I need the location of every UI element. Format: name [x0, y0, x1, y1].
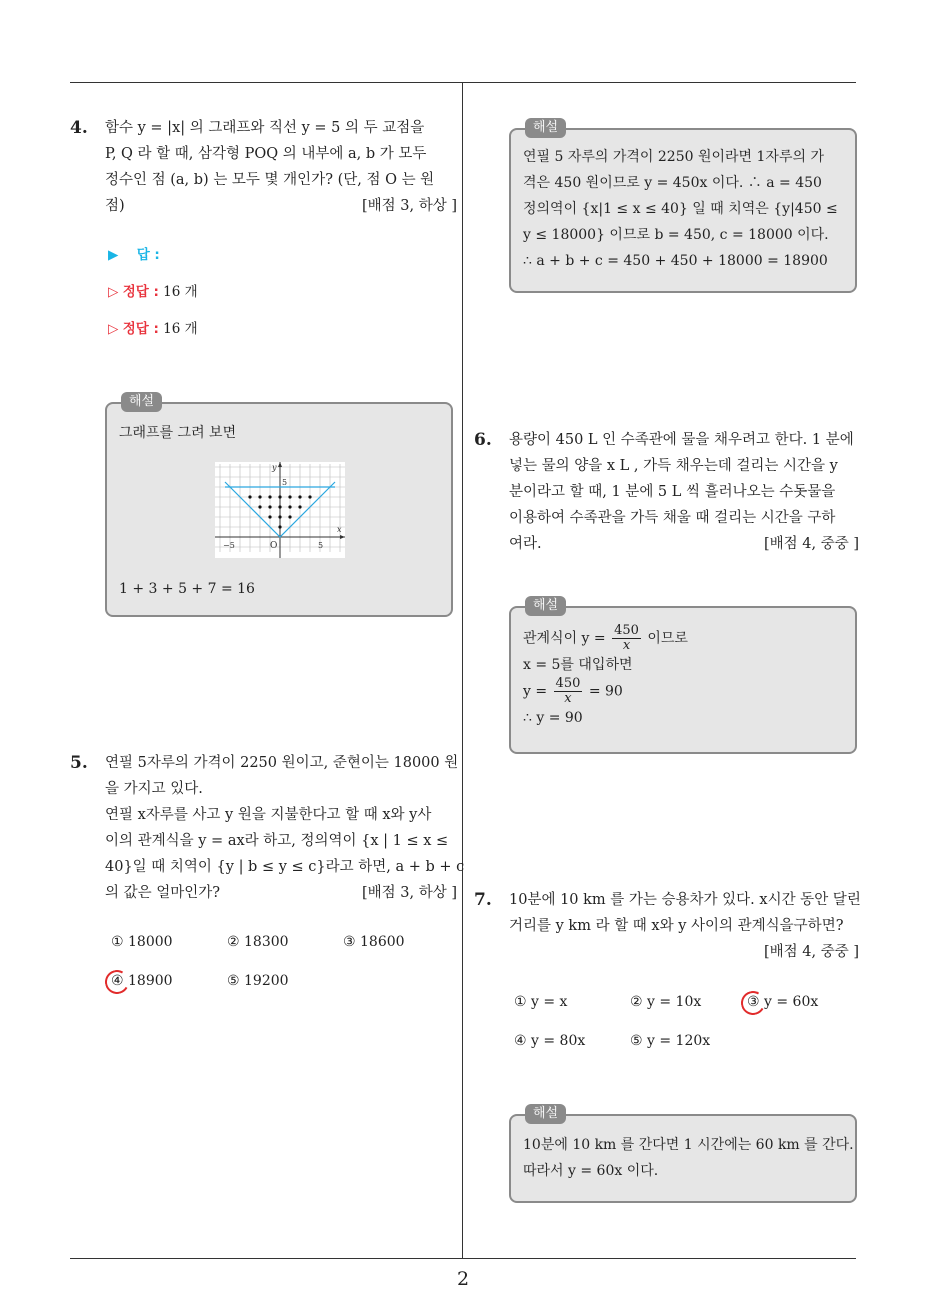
solution-text: 관계식이 y =: [523, 630, 606, 647]
question-text: 40}일 때 치역이 {y | b ≤ y ≤ c}라고 하면, a + b + c: [105, 859, 465, 875]
column-divider: [462, 82, 463, 1258]
question-text: 분이라고 할 때, 1 분에 5 L 씩 흘러나오는 수돗물을: [509, 484, 836, 500]
question-text: 을 가지고 있다.: [105, 781, 203, 797]
question-text: 거리를 y km 라 할 때 x와 y 사이의 관계식을구하면?: [509, 918, 844, 934]
graph-x-label: x: [337, 525, 342, 534]
solution-tag: 해설: [525, 596, 566, 616]
solution-text: y =: [523, 683, 548, 700]
correct-label: 정답 :: [122, 284, 159, 300]
solution-box-6: [509, 598, 857, 754]
choice-4[interactable]: ④ 18900: [111, 973, 173, 989]
graph-y-label: y: [272, 463, 277, 472]
graph-tick-label: 5: [318, 541, 324, 550]
correct-label: 정답 :: [122, 321, 159, 337]
fraction-denominator: x: [622, 638, 631, 653]
question-text: 의 값은 얼마인가?: [105, 885, 221, 901]
score-label: [배점 4, 중중 ]: [763, 944, 859, 960]
question-text: 함수 y = |x| 의 그래프와 직선 y = 5 의 두 교점을: [105, 120, 425, 136]
correct-value: 16 개: [163, 321, 198, 337]
solution-box-4: [105, 394, 453, 617]
abs-value-graph: [215, 462, 345, 558]
solution-text: 이므로: [647, 630, 688, 647]
question-number: 6.: [474, 430, 492, 450]
question-text: 연필 x자루를 사고 y 원을 지불한다고 할 때 x와 y사: [105, 807, 432, 823]
score-label: [배점 3, 하상 ]: [361, 885, 457, 901]
selected-answer-circle: [102, 967, 131, 996]
question-text: 이의 관계식을 y = ax라 하고, 정의역이 {x | 1 ≤ x ≤: [105, 833, 449, 849]
question-text: 여라.: [509, 536, 542, 552]
solution-text: ∴ a + b + c = 450 + 450 + 18000 = 18900: [523, 253, 828, 269]
solution-box-7: [509, 1106, 857, 1203]
choice-2[interactable]: ② 18300: [227, 934, 289, 950]
bottom-rule: [70, 1258, 856, 1259]
question-text: 이용하여 수족관을 가득 채울 때 걸리는 시간을 구하: [509, 510, 836, 526]
arrow-right-icon: ▶: [108, 247, 119, 263]
question-number: 4.: [70, 118, 88, 138]
solution-tag: 해설: [121, 392, 162, 412]
solution-text: 연필 5 자루의 가격이 2250 원이라면 1자루의 가: [523, 149, 824, 165]
answer-label: 답 :: [136, 247, 160, 263]
choice-3[interactable]: ③ y = 60x: [747, 994, 819, 1010]
graph-tick-label: 5: [282, 478, 288, 487]
fraction-numerator: 450: [555, 676, 581, 691]
choice-4[interactable]: ④ y = 80x: [514, 1033, 586, 1049]
page-number: 2: [456, 1268, 470, 1290]
solution-text: 그래프를 그려 보면: [119, 425, 237, 441]
triangle-outline-icon: ▷: [108, 321, 119, 337]
question-number: 7.: [474, 890, 492, 910]
choice-5[interactable]: ⑤ 19200: [227, 973, 289, 989]
solution-text: 10분에 10 km 를 간다면 1 시간에는 60 km 를 간다.: [523, 1137, 854, 1153]
question-text: 10분에 10 km 를 가는 승용차가 있다. x시간 동안 달린: [509, 892, 861, 908]
solution-text: 정의역이 {x|1 ≤ x ≤ 40} 일 때 치역은 {y|450 ≤: [523, 201, 838, 217]
question-text: P, Q 라 할 때, 삼각형 POQ 의 내부에 a, b 가 모두: [105, 146, 427, 162]
solution-text: y ≤ 18000} 이므로 b = 450, c = 18000 이다.: [523, 227, 829, 243]
solution-tag: 해설: [525, 118, 566, 138]
triangle-outline-icon: ▷: [108, 284, 119, 300]
choice-1[interactable]: ① y = x: [514, 994, 568, 1010]
choice-3[interactable]: ③ 18600: [343, 934, 405, 950]
choice-5[interactable]: ⑤ y = 120x: [630, 1033, 711, 1049]
solution-text: ∴ y = 90: [523, 710, 583, 726]
solution-text: 격은 450 원이므로 y = 450x 이다. ∴ a = 450: [523, 175, 822, 191]
solution-text: 따라서 y = 60x 이다.: [523, 1163, 659, 1179]
graph-origin-label: O: [270, 541, 278, 551]
fraction-numerator: 450: [614, 623, 639, 638]
solution-box-5: [509, 120, 857, 293]
score-label: [배점 4, 중중 ]: [763, 536, 859, 552]
correct-answer-row: [108, 280, 198, 300]
question-text: 정수인 점 (a, b) 는 모두 몇 개인가? (단, 점 O 는 원: [105, 172, 435, 188]
question-text: 점): [105, 198, 125, 214]
solution-text: = 90: [588, 683, 623, 700]
solution-tag: 해설: [525, 1104, 566, 1124]
top-rule: [70, 82, 856, 83]
question-text: 넣는 물의 양을 x L , 가득 채우는데 걸리는 시간을 y: [509, 458, 838, 474]
correct-value: 16 개: [163, 284, 198, 300]
choice-2[interactable]: ② y = 10x: [630, 994, 702, 1010]
solution-text: x = 5를 대입하면: [523, 657, 633, 673]
fraction: [554, 677, 583, 706]
score-label: [배점 3, 하상 ]: [361, 198, 457, 214]
question-text: 연필 5자루의 가격이 2250 원이고, 준현이는 18000 원: [105, 755, 459, 771]
choice-1[interactable]: ① 18000: [111, 934, 173, 950]
selected-answer-circle: [738, 988, 767, 1017]
fraction: [612, 624, 641, 653]
graph-tick-label: −5: [223, 541, 235, 550]
answer-row: [108, 243, 160, 263]
solution-text: 1 + 3 + 5 + 7 = 16: [119, 581, 255, 597]
fraction-denominator: x: [564, 691, 572, 706]
question-text: 용량이 450 L 인 수족관에 물을 채우려고 한다. 1 분에: [509, 432, 854, 448]
question-number: 5.: [70, 753, 88, 773]
correct-answer-row-2: [108, 317, 198, 337]
